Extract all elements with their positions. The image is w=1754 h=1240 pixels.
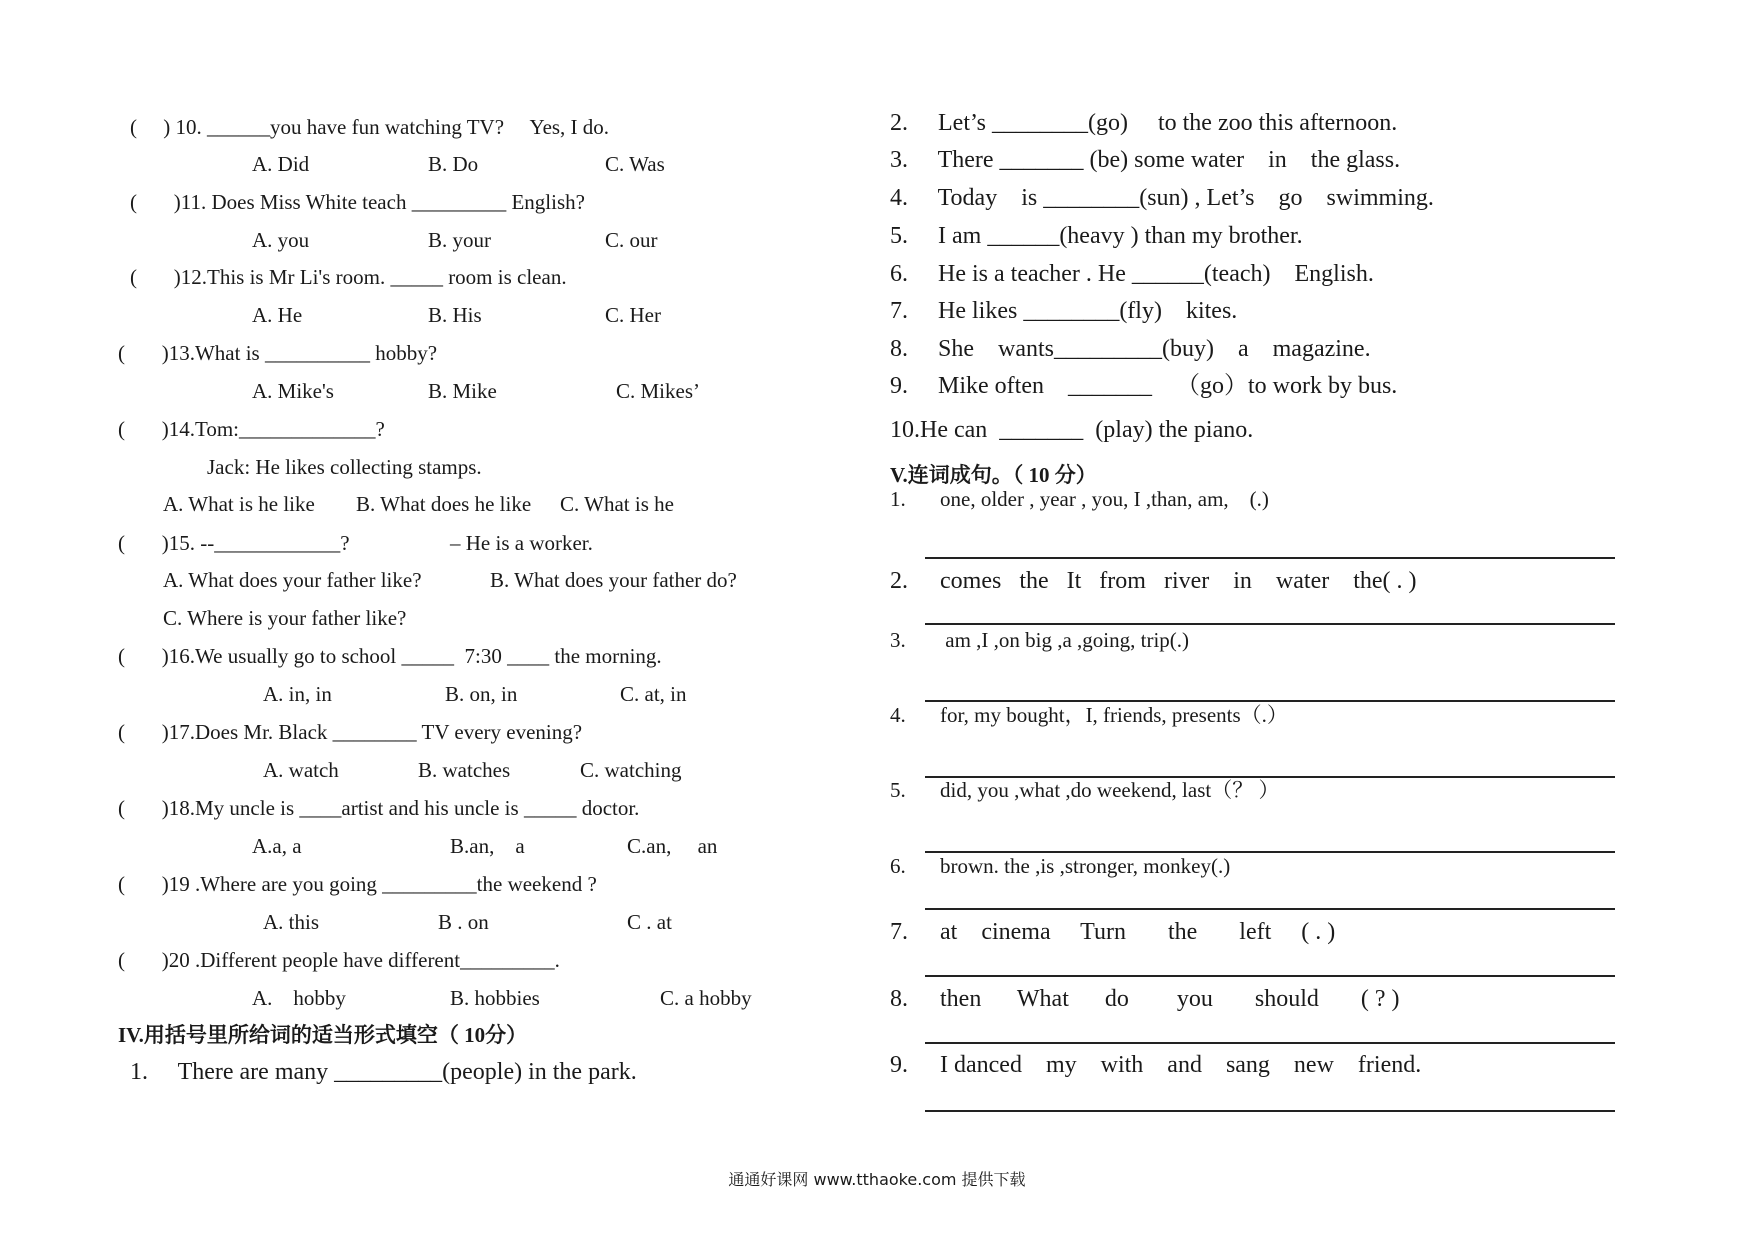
scrambled-words: at cinema Turn the left ( . ): [940, 919, 1336, 945]
question-line: A. in, in: [263, 682, 332, 706]
fill-in-question: 9. Mike often _______ （go）to work by bus.: [890, 373, 1398, 399]
item-number: 4.: [890, 703, 906, 727]
question-line: C. Where is your father like?: [163, 606, 407, 630]
section-4-question-1: 1. There are many _________(people) in the park.: [130, 1059, 637, 1085]
question-line: A. watch: [263, 758, 339, 782]
question-line: ( )15. --____________?: [118, 531, 350, 555]
question-line: B. His: [428, 303, 482, 327]
question-line: C. a hobby: [660, 986, 752, 1010]
question-line: B.an, a: [450, 834, 525, 858]
question-line: ( )20 .Different people have different_________.: [118, 948, 560, 972]
question-line: ( )17.Does Mr. Black ________ TV every evening?: [118, 720, 583, 744]
fill-in-question: 3. There _______ (be) some water in the glass.: [890, 147, 1401, 173]
item-number: 3.: [890, 628, 906, 652]
scrambled-words: one, older , year , you, I ,than, am, (.): [940, 487, 1269, 511]
question-line: ( )14.Tom:_____________?: [118, 417, 385, 441]
scrambled-words: am ,I ,on big ,a ,going, trip(.): [940, 628, 1190, 652]
fill-in-question: 2. Let’s ________(go) to the zoo this afternoon.: [890, 110, 1398, 136]
question-line: – He is a worker.: [450, 531, 593, 555]
question-line: C.an, an: [627, 834, 718, 858]
item-number: 8.: [890, 986, 908, 1012]
item-number: 1.: [890, 487, 906, 511]
question-line: Jack: He likes collecting stamps.: [207, 455, 482, 479]
question-line: A.a, a: [252, 834, 302, 858]
scrambled-words: I danced my with and sang new friend.: [940, 1052, 1422, 1078]
item-number: 7.: [890, 919, 908, 945]
scrambled-words: for, my bought，I, friends, presents（.）: [940, 703, 1288, 727]
question-line: B. What does he like: [356, 492, 532, 516]
question-line: ( )12.This is Mr Li's room. _____ room is clean.: [130, 265, 567, 289]
question-line: ( ) 10. ______you have fun watching TV? Yes, I do.: [130, 115, 610, 139]
fill-in-question: 6. He is a teacher . He ______(teach) English.: [890, 261, 1374, 287]
item-number: 2.: [890, 568, 908, 594]
question-line: C. Was: [605, 152, 665, 176]
question-line: ( )16.We usually go to school _____ 7:30 ____ the morning.: [118, 644, 662, 668]
answer-line[interactable]: [925, 1110, 1615, 1112]
question-line: ( )13.What is __________ hobby?: [118, 341, 438, 365]
answer-line[interactable]: [925, 1042, 1615, 1044]
question-line: C. watching: [580, 758, 682, 782]
scrambled-words: then What do you should ( ? ): [940, 986, 1400, 1012]
question-line: B. watches: [418, 758, 511, 782]
question-line: A. He: [252, 303, 303, 327]
section-4-title: IV.用括号里所给词的适当形式填空（ 10分）: [118, 1023, 528, 1047]
question-line: A. What is he like: [163, 492, 315, 516]
question-line: C. at, in: [620, 682, 687, 706]
question-line: C. Her: [605, 303, 661, 327]
question-line: A. this: [263, 910, 320, 934]
question-line: B . on: [438, 910, 489, 934]
question-line: ( )11. Does Miss White teach _________ English?: [130, 190, 585, 214]
item-number: 6.: [890, 854, 906, 878]
fill-in-question: 7. He likes ________(fly) kites.: [890, 298, 1238, 324]
scrambled-words: brown. the ,is ,stronger, monkey(.): [940, 854, 1231, 878]
scrambled-words: did, you ,what ,do weekend, last（？ ）: [940, 778, 1280, 802]
item-number: 5.: [890, 778, 906, 802]
question-line: C . at: [627, 910, 672, 934]
question-line: A. What does your father like?: [163, 568, 422, 592]
fill-in-question: 10.He can _______ (play) the piano.: [890, 417, 1254, 443]
question-line: ( )19 .Where are you going _________the weekend ?: [118, 872, 597, 896]
question-line: C. our: [605, 228, 658, 252]
footer-credit: 通通好课网 www.tthaoke.com 提供下载: [728, 1170, 1026, 1189]
question-line: A. hobby: [252, 986, 346, 1010]
question-line: B. hobbies: [450, 986, 540, 1010]
answer-line[interactable]: [925, 557, 1615, 559]
fill-in-question: 4. Today is ________(sun) , Let’s go swimming.: [890, 185, 1434, 211]
answer-line[interactable]: [925, 975, 1615, 977]
question-line: ( )18.My uncle is ____artist and his uncle is _____ doctor.: [118, 796, 640, 820]
item-number: 9.: [890, 1052, 908, 1078]
question-line: B. What does your father do?: [490, 568, 737, 592]
fill-in-question: 8. She wants_________(buy) a magazine.: [890, 336, 1371, 362]
scrambled-words: comes the It from river in water the( . ): [940, 568, 1417, 594]
question-line: C. What is he: [560, 492, 674, 516]
question-line: B. Mike: [428, 379, 497, 403]
question-line: B. Do: [428, 152, 479, 176]
answer-line[interactable]: [925, 623, 1615, 625]
question-line: A. Mike's: [252, 379, 334, 403]
question-line: B. on, in: [445, 682, 518, 706]
question-line: A. Did: [252, 152, 310, 176]
question-line: B. your: [428, 228, 491, 252]
answer-line[interactable]: [925, 908, 1615, 910]
fill-in-question: 5. I am ______(heavy ) than my brother.: [890, 223, 1303, 249]
section-5-title: V.连词成句。（ 10 分）: [890, 463, 1097, 487]
question-line: C. Mikes’: [616, 379, 700, 403]
question-line: A. you: [252, 228, 310, 252]
